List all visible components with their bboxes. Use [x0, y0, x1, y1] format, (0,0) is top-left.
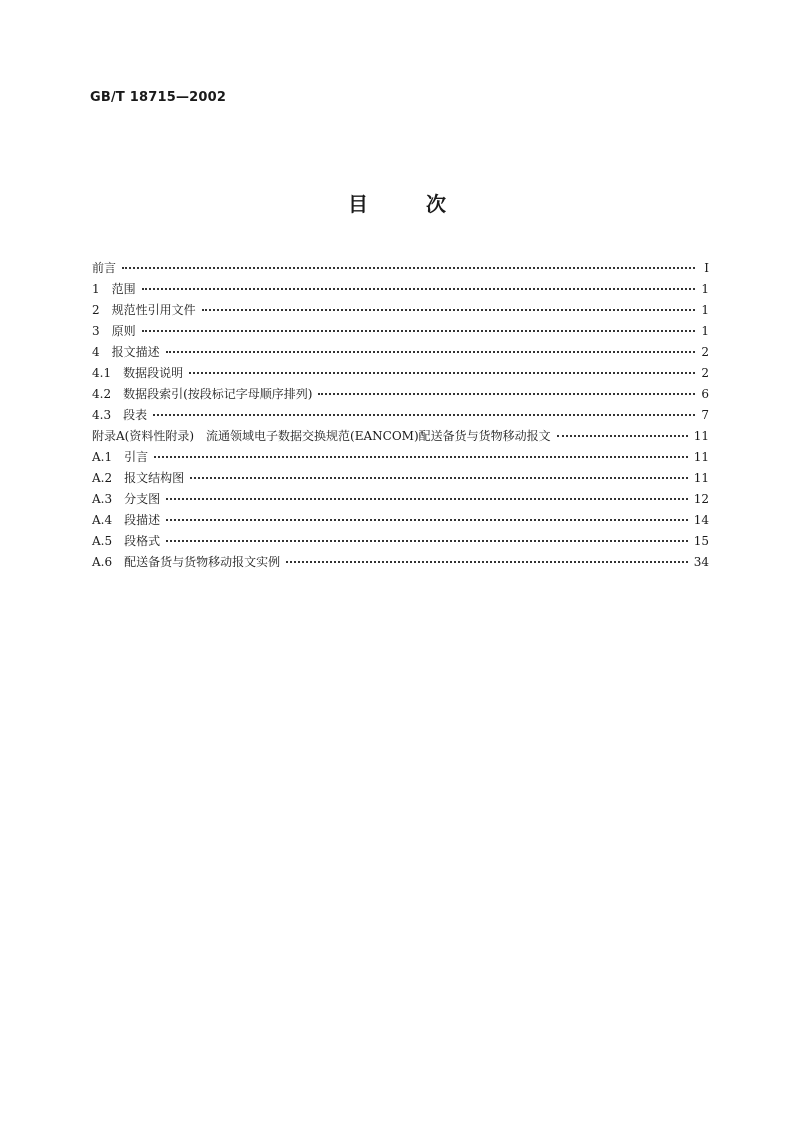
toc-entry-a-1[interactable] [92, 447, 709, 468]
toc-leader [166, 517, 688, 521]
standard-code: GB/T 18715—2002 [90, 90, 227, 105]
toc-page-number: 1 [701, 324, 709, 338]
toc-leader [153, 412, 695, 416]
toc-section-number: 1 [92, 282, 100, 296]
toc-entry-a-6[interactable] [92, 552, 709, 573]
toc-section-number: A.2 [92, 471, 113, 485]
toc-section-number: 4 [92, 345, 100, 359]
toc-page-number: I [704, 261, 709, 275]
toc-leader [166, 538, 688, 542]
toc-label: 原则 [111, 324, 136, 338]
toc-page-number: 12 [693, 492, 709, 506]
toc-section-number: A.6 [92, 555, 113, 569]
toc-leader [142, 328, 695, 332]
toc-entry-1[interactable] [92, 279, 709, 300]
toc-leader [154, 454, 688, 458]
toc-section-number: A.3 [92, 492, 113, 506]
toc-page-number: 1 [701, 282, 709, 296]
toc-leader [190, 475, 688, 479]
table-of-contents [92, 258, 709, 573]
toc-page-number: 15 [693, 534, 709, 548]
toc-page-number: 6 [701, 387, 709, 401]
toc-label: 附录A(资料性附录) 流通领域电子数据交换规范(EANCOM)配送备货与货物移动报文 [92, 429, 551, 443]
page-title: 目次 [348, 192, 504, 216]
toc-section-number: A.4 [92, 513, 113, 527]
toc-leader [286, 559, 688, 563]
toc-entry-a-4[interactable] [92, 510, 709, 531]
toc-entry-a-2[interactable] [92, 468, 709, 489]
toc-entry-a-3[interactable] [92, 489, 709, 510]
toc-page-number: 2 [701, 366, 709, 380]
toc-page-number: 2 [701, 345, 709, 359]
toc-label: 段表 [123, 408, 148, 422]
toc-entry-a-5[interactable] [92, 531, 709, 552]
toc-label: 数据段说明 [123, 366, 184, 380]
toc-label: 段描述 [124, 513, 161, 527]
toc-label: 配送备货与货物移动报文实例 [124, 555, 281, 569]
toc-entry-3[interactable] [92, 321, 709, 342]
toc-page-number: 11 [693, 450, 709, 464]
toc-page-number: 11 [693, 471, 709, 485]
toc-label: 前言 [92, 261, 117, 275]
toc-leader [166, 496, 688, 500]
toc-leader [202, 307, 695, 311]
toc-label: 范围 [111, 282, 136, 296]
toc-label: 报文结构图 [124, 471, 185, 485]
toc-section-number: 2 [92, 303, 100, 317]
toc-label: 段格式 [124, 534, 161, 548]
toc-leader [318, 391, 695, 395]
toc-entry-4[interactable] [92, 342, 709, 363]
toc-entry-4-3[interactable] [92, 405, 709, 426]
toc-label: 数据段索引(按段标记字母顺序排列) [123, 387, 313, 401]
toc-section-number: 4.1 [92, 366, 112, 380]
toc-page-number: 14 [693, 513, 709, 527]
toc-leader [189, 370, 695, 374]
toc-leader [142, 286, 695, 290]
toc-section-number: A.1 [92, 450, 113, 464]
toc-label: 规范性引用文件 [111, 303, 196, 317]
toc-label: 引言 [124, 450, 149, 464]
toc-section-number: 4.3 [92, 408, 112, 422]
toc-leader [166, 349, 695, 353]
toc-section-number: A.5 [92, 534, 113, 548]
toc-page-number: 34 [693, 555, 709, 569]
toc-entry-2[interactable] [92, 300, 709, 321]
toc-page-number: 1 [701, 303, 709, 317]
toc-section-number: 4.2 [92, 387, 112, 401]
toc-label: 分支图 [124, 492, 161, 506]
toc-page-number: 7 [701, 408, 709, 422]
toc-entry-4-1[interactable] [92, 363, 709, 384]
toc-section-number: 3 [92, 324, 100, 338]
toc-leader [557, 433, 688, 437]
toc-entry-foreword[interactable] [92, 258, 709, 279]
toc-entry-4-2[interactable] [92, 384, 709, 405]
toc-page-number: 11 [693, 429, 709, 443]
toc-leader [122, 265, 695, 269]
toc-label: 报文描述 [111, 345, 160, 359]
toc-entry-appendix-a[interactable] [92, 426, 709, 447]
